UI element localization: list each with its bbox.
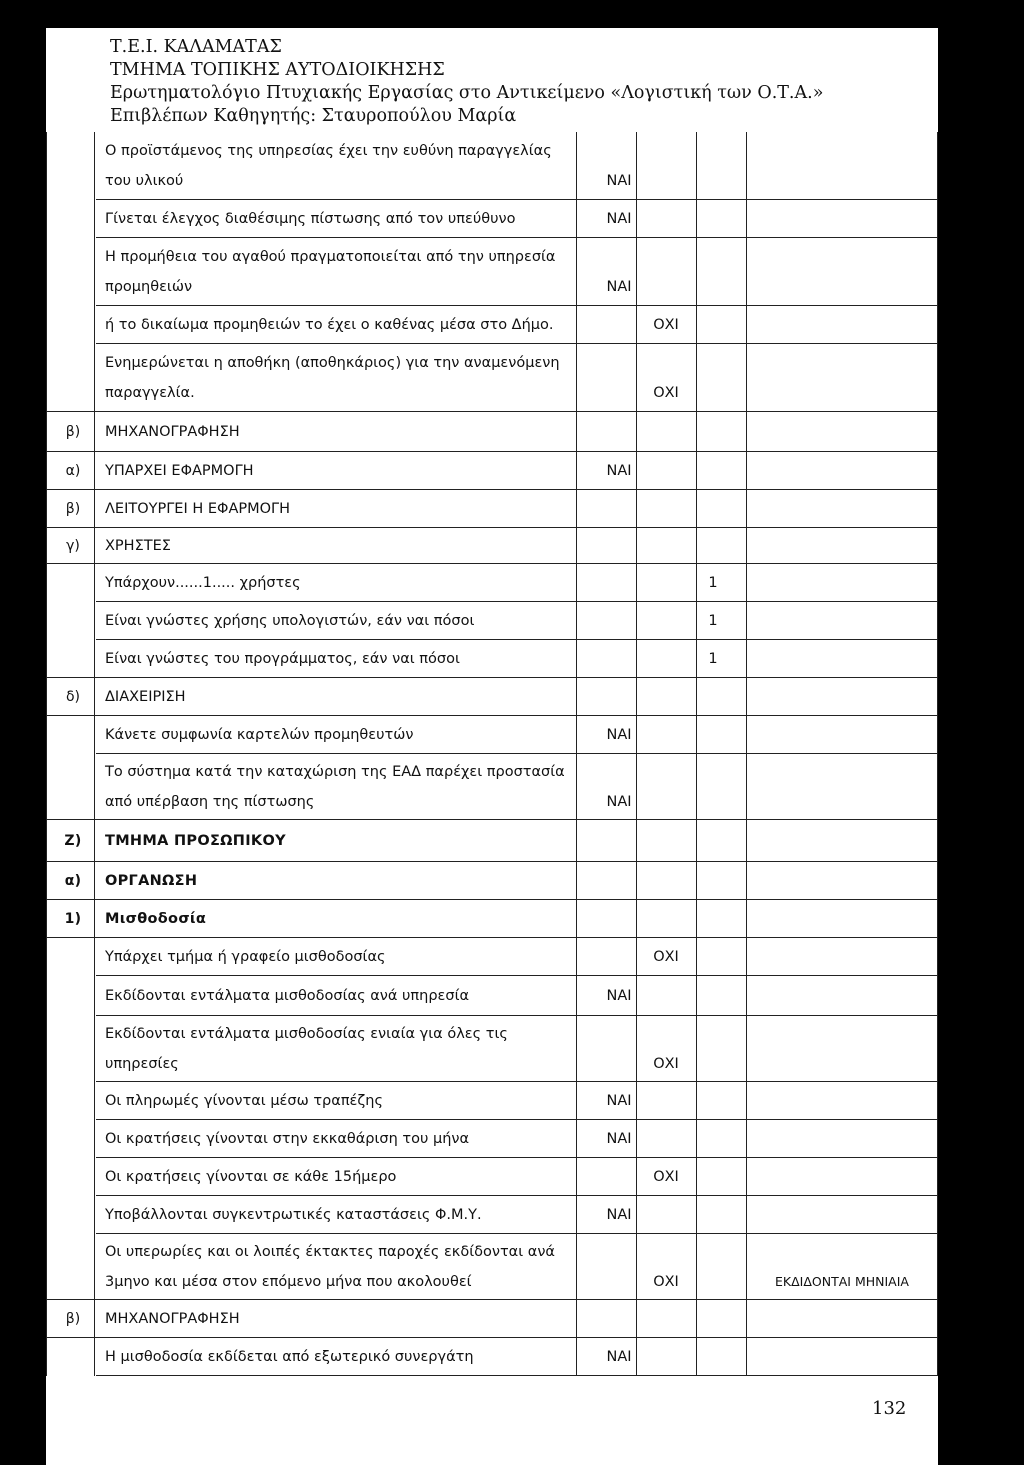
row-divider [46, 527, 938, 528]
row-question-text: Υπάρχουν......1..... χρήστες [105, 575, 301, 591]
row-divider [96, 305, 938, 306]
answer-no: ΟΧΙ [653, 1169, 679, 1185]
answer-yes: ΝΑΙ [606, 794, 632, 810]
row-question-text: Είναι γνώστες χρήσης υπολογιστών, εάν ναι πόσοι [105, 613, 475, 629]
row-number: β) [65, 424, 81, 440]
column-divider [696, 132, 697, 1376]
row-question-text: Οι πληρωμές γίνονται μέσω τραπέζης [105, 1093, 383, 1109]
table-row [46, 1196, 938, 1234]
row-question-text: Οι κρατήσεις γίνονται στην εκκαθάριση του μήνα [105, 1131, 470, 1147]
column-divider [576, 132, 577, 1376]
answer-yes: ΝΑΙ [606, 727, 632, 743]
row-question-text: Υποβάλλονται συγκεντρωτικές καταστάσεις Φ.Μ.Υ. [105, 1207, 482, 1223]
row-question-text: Εκδίδονται εντάλματα μισθοδοσίας ενιαία για όλες τις [105, 1026, 508, 1042]
remark-note: ΕΚΔΙΔΟΝΤΑΙ ΜΗΝΙΑΙΑ [775, 1274, 909, 1289]
questionnaire-table [46, 132, 938, 1376]
table-row [46, 1338, 938, 1376]
row-question-text: Οι υπερωρίες και οι λοιπές έκτακτες παροχές εκδίδονται ανά [105, 1244, 555, 1260]
table-row [46, 862, 938, 900]
row-divider [46, 861, 938, 862]
row-divider [96, 753, 938, 754]
row-divider [96, 975, 938, 976]
row-divider [46, 451, 938, 452]
table-row [46, 716, 938, 754]
table-row [46, 528, 938, 564]
row-number: 1) [64, 911, 82, 927]
row-number: β) [65, 1311, 81, 1327]
row-divider [96, 1375, 938, 1376]
table-row [46, 640, 938, 678]
row-question-text: Μισθοδοσία [105, 911, 207, 927]
row-divider [46, 489, 938, 490]
row-question-text: Ο προϊστάμενος της υπηρεσίας έχει την ευθύνη παραγγελίας [105, 143, 552, 159]
row-question-text: προμηθειών [105, 279, 193, 295]
row-question-text: ΤΜΗΜΑ ΠΡΟΣΩΠΙΚΟΥ [105, 833, 286, 849]
page-number: 132 [872, 1398, 907, 1419]
answer-no: ΟΧΙ [653, 385, 679, 401]
row-question-text: Εκδίδονται εντάλματα μισθοδοσίας ανά υπηρεσία [105, 988, 470, 1004]
row-question-text: ΟΡΓΑΝΩΣΗ [105, 873, 198, 889]
document-header [110, 36, 930, 128]
row-divider [96, 199, 938, 200]
table-row [46, 564, 938, 602]
row-question-text: Ενημερώνεται η αποθήκη (αποθηκάριος) για την αναμενόμενη [105, 355, 560, 371]
row-question-text: Γίνεται έλεγχος διαθέσιμης πίστωσης από τον υπεύθυνο [105, 211, 516, 227]
answer-yes: ΝΑΙ [606, 279, 632, 295]
row-question-text: ΜΗΧΑΝΟΓΡΑΦΗΣΗ [105, 424, 240, 440]
table-row [46, 1158, 938, 1196]
row-number: γ) [66, 538, 80, 554]
header-department: ΤΜΗΜΑ ΤΟΠΙΚΗΣ ΑΥΤΟΔΙΟΙΚΗΣΗΣ [110, 60, 445, 80]
table-row [46, 238, 938, 306]
answer-no: ΟΧΙ [653, 1274, 679, 1290]
row-question-text: Κάνετε συμφωνία καρτελών προμηθευτών [105, 727, 414, 743]
count-value: 1 [708, 575, 718, 591]
answer-no: ΟΧΙ [653, 1056, 679, 1072]
table-row [46, 1016, 938, 1082]
table-row [46, 1120, 938, 1158]
row-divider [96, 1233, 938, 1234]
document-page [46, 28, 938, 1465]
row-question-text: Είναι γνώστες του προγράμματος, εάν ναι πόσοι [105, 651, 460, 667]
column-divider [746, 132, 747, 1376]
header-supervisor: Επιβλέπων Καθηγητής: Σταυροπούλου Μαρία [110, 106, 517, 126]
row-question-text: Το σύστημα κατά την καταχώριση της ΕΑΔ παρέχει προστασία [105, 764, 565, 780]
row-divider [96, 1157, 938, 1158]
count-value: 1 [708, 651, 718, 667]
table-row [46, 306, 938, 344]
row-number: β) [65, 501, 81, 517]
answer-yes: ΝΑΙ [606, 173, 632, 189]
row-number: Ζ) [64, 833, 82, 849]
row-number: α) [65, 463, 81, 479]
table-row [46, 412, 938, 452]
row-divider [46, 411, 938, 412]
answer-no: ΟΧΙ [653, 317, 679, 333]
answer-yes: ΝΑΙ [606, 1207, 632, 1223]
column-divider [46, 132, 47, 1376]
column-divider [937, 132, 938, 1376]
table-row [46, 602, 938, 640]
row-question-text: Οι κρατήσεις γίνονται σε κάθε 15ήμερο [105, 1169, 397, 1185]
row-divider [46, 563, 938, 564]
row-number: α) [64, 873, 82, 889]
answer-yes: ΝΑΙ [606, 1131, 632, 1147]
row-number: δ) [65, 689, 81, 705]
row-divider [46, 1299, 938, 1300]
row-question-text: του υλικού [105, 173, 184, 189]
table-row [46, 678, 938, 716]
table-row [46, 452, 938, 490]
row-divider [96, 1119, 938, 1120]
answer-yes: ΝΑΙ [606, 463, 632, 479]
row-divider [96, 601, 938, 602]
answer-yes: ΝΑΙ [606, 211, 632, 227]
row-question-text: από υπέρβαση της πίστωσης [105, 794, 315, 810]
row-question-text: ΥΠΑΡΧΕΙ ΕΦΑΡΜΟΓΗ [105, 463, 254, 479]
table-row [46, 1234, 938, 1300]
row-question-text: ΧΡΗΣΤΕΣ [105, 538, 171, 554]
row-divider [96, 1081, 938, 1082]
header-questionnaire-title: Ερωτηματολόγιο Πτυχιακής Εργασίας στο Αντικείμενο «Λογιστική των Ο.Τ.Α.» [110, 83, 824, 103]
header-institution: Τ.Ε.Ι. ΚΑΛΑΜΑΤΑΣ [110, 37, 282, 57]
row-question-text: Η προμήθεια του αγαθού πραγματοποιείται από την υπηρεσία [105, 249, 556, 265]
column-divider [636, 132, 637, 1376]
row-divider [46, 937, 938, 938]
row-divider [96, 639, 938, 640]
answer-yes: ΝΑΙ [606, 1349, 632, 1365]
table-row [46, 1082, 938, 1120]
answer-yes: ΝΑΙ [606, 988, 632, 1004]
row-divider [96, 237, 938, 238]
table-row [46, 820, 938, 862]
table-row [46, 938, 938, 976]
row-question-text: Η μισθοδοσία εκδίδεται από εξωτερικό συνεργάτη [105, 1349, 474, 1365]
row-question-text: 3μηνο και μέσα στον επόμενο μήνα που ακολουθεί [105, 1274, 472, 1290]
count-value: 1 [708, 613, 718, 629]
answer-no: ΟΧΙ [653, 949, 679, 965]
table-row [46, 900, 938, 938]
row-divider [46, 1337, 938, 1338]
row-question-text: παραγγελία. [105, 385, 195, 401]
row-divider [46, 819, 938, 820]
column-divider [94, 132, 95, 1376]
row-divider [96, 343, 938, 344]
row-question-text: ΜΗΧΑΝΟΓΡΑΦΗΣΗ [105, 1311, 240, 1327]
row-divider [46, 715, 938, 716]
table-row [46, 490, 938, 528]
table-row [46, 1300, 938, 1338]
row-divider [96, 1195, 938, 1196]
row-divider [46, 899, 938, 900]
table-row [46, 344, 938, 412]
row-divider [46, 677, 938, 678]
row-question-text: Υπάρχει τμήμα ή γραφείο μισθοδοσίας [105, 949, 386, 965]
row-question-text: υπηρεσίες [105, 1056, 179, 1072]
row-divider [96, 1015, 938, 1016]
table-row [46, 976, 938, 1016]
row-question-text: ΛΕΙΤΟΥΡΓΕΙ Η ΕΦΑΡΜΟΓΗ [105, 501, 291, 517]
table-row [46, 132, 938, 200]
table-row [46, 754, 938, 820]
table-row [46, 200, 938, 238]
row-question-text: ΔΙΑΧΕΙΡΙΣΗ [105, 689, 186, 705]
answer-yes: ΝΑΙ [606, 1093, 632, 1109]
row-question-text: ή το δικαίωμα προμηθειών το έχει ο καθένας μέσα στο Δήμο. [105, 317, 554, 333]
